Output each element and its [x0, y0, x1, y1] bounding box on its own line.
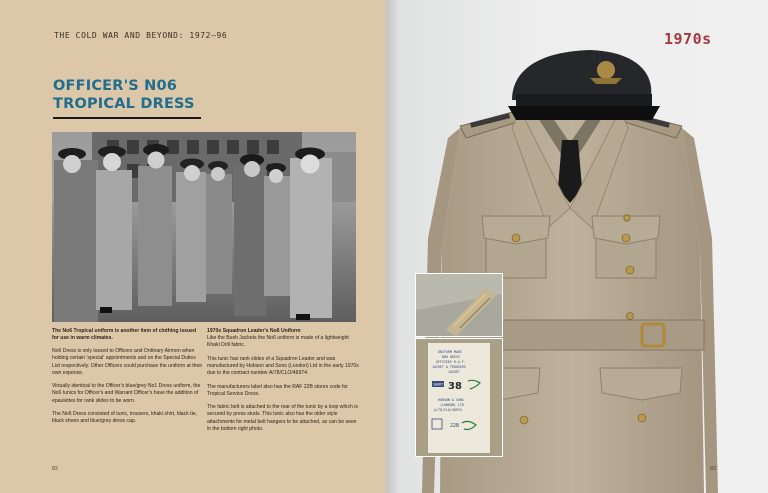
- section-subhead: 1970s Squadron Leader's No6 Uniform: [207, 328, 301, 334]
- title-underline: [53, 117, 201, 119]
- body-paragraph: This tunic has rank slides of a Squadron Leader and was manufactured by Hobson and Sons (London) Ltd in the early 1970s due to the contract number A/78/CLO/46974.: [207, 355, 359, 377]
- label-size-label: SHORT: [433, 382, 444, 387]
- label-code: 22B: [450, 423, 460, 429]
- page-number-left: 82: [52, 466, 59, 472]
- parade-photo-illustration: [52, 132, 356, 322]
- body-paragraph: The fabric belt is attached to the rear of the tunic by a loop which is secured by press studs. This tunic also has the older style attachments for metal belt hangers to be attached, as can be seen in the bottom right photo.: [207, 404, 358, 432]
- label-maker-line: HOBSON & SONS: [438, 398, 464, 402]
- body-paragraph: Like the Bush Jackets the No6 uniform is made of a lightweight Khaki Drill fabric.: [207, 335, 349, 349]
- body-paragraph: The No6 Dress consisted of tunic, trousers, khaki shirt, black tie, black shoes and blue/grey dress cap.: [52, 411, 197, 425]
- label-line: UNIFORM MAKE: [438, 350, 462, 354]
- lead-paragraph: The No6 Tropical uniform is another item of clothing issued for use in warm climates.: [52, 328, 197, 342]
- running-head: THE COLD WAR AND BEYOND: 1972–96: [54, 31, 228, 40]
- era-badge: 1970s: [664, 30, 712, 48]
- rank-slide-detail-illustration: [416, 274, 502, 336]
- text-column-left: [52, 328, 204, 432]
- manufacturer-label-illustration: [416, 339, 502, 456]
- officers-parade-photo: [52, 132, 356, 322]
- rank-slide-detail-photo: [415, 273, 503, 337]
- page-title: [53, 77, 243, 113]
- page-number-right: 83: [710, 466, 717, 472]
- label-line: N06 DRESS: [442, 355, 460, 359]
- manufacturer-label-photo: [415, 338, 503, 457]
- body-paragraph: Virtually identical to the Officer's blue/grey No1 Dress uniform, the No6 tunics for Officer's and Warrant Officer's have the addition of epaulettes for rank slides to be worn.: [52, 383, 201, 404]
- body-paragraph: The manufacturers label also has the RAF 22B stores code for Tropical Service Dress.: [207, 383, 348, 397]
- label-maker-line: (LONDON) LTD: [440, 403, 464, 407]
- text-column-right: [207, 328, 359, 439]
- label-maker-line: A/78/CLO/46974: [434, 408, 462, 412]
- label-line: JACKET & TROUSERS: [432, 365, 466, 369]
- label-line: OFFICERS R.A.F.: [436, 360, 466, 364]
- body-paragraph: No6 Dress is only issued to Officers and Ordinary Airmen when holding certain 'special' appointments and on the Special Duties List respectively. Other Officers could purchase the uniform at their own expense.: [52, 348, 203, 376]
- title-line-2: TROPICAL DRESS: [53, 96, 195, 112]
- label-size-number: 38: [448, 381, 462, 392]
- title-line-1: OFFICER'S N06: [53, 78, 178, 94]
- gutter-shadow: [386, 0, 400, 493]
- label-line: JACKET: [448, 370, 460, 374]
